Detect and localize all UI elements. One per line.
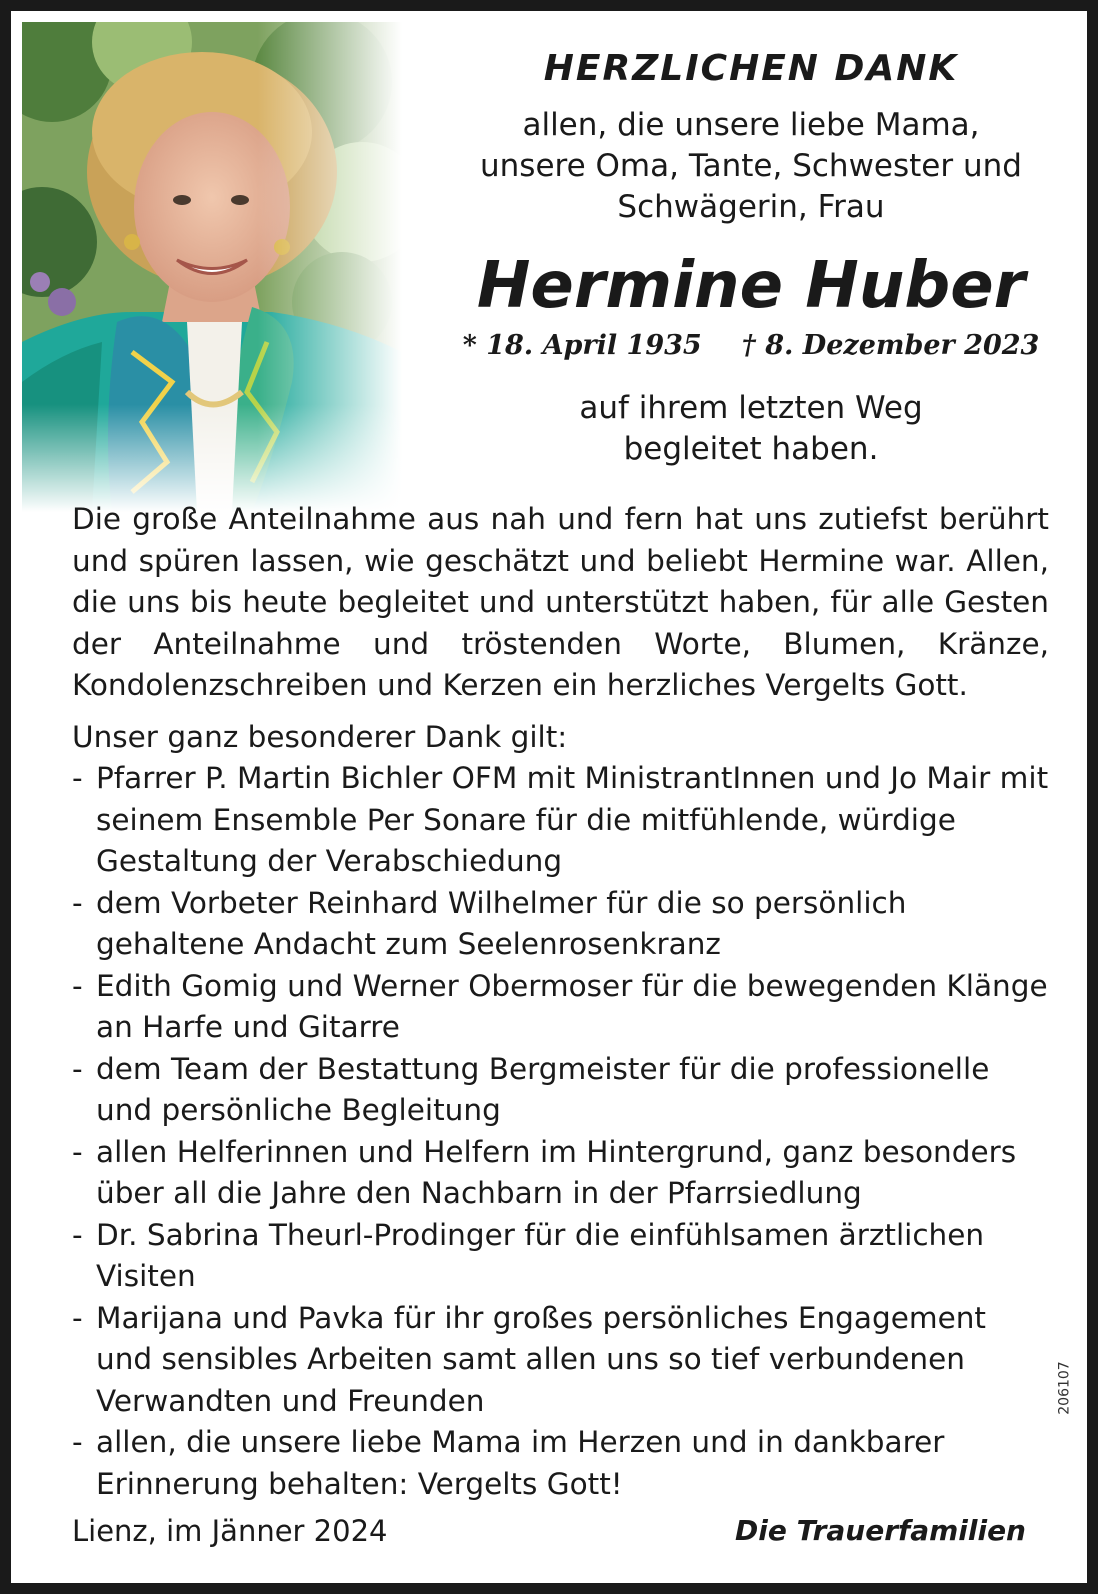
list-dash: - (72, 968, 83, 1003)
outro-line: auf ihrem letzten Weg (579, 390, 923, 426)
intro-line: allen, die unsere liebe Mama, (522, 107, 980, 143)
list-item-text: allen Helferinnen und Helfern im Hintergrund, ganz besonders über all die Jahre den Nachbarn in der Pfarrsiedlung (96, 1134, 1017, 1210)
list-item-text: Dr. Sabrina Theurl-Prodinger für die einfühlsamen ärztlichen Visiten (96, 1217, 985, 1293)
list-dash: - (72, 1425, 83, 1459)
list-item (72, 1049, 1049, 1132)
outro-line: begleitet haben. (623, 431, 879, 467)
notice-title: HERZLICHEN DANK (543, 48, 959, 89)
life-dates (451, 328, 1051, 364)
signature: Die Trauerfamilien (734, 1514, 1026, 1547)
list-item (72, 1215, 1049, 1298)
gratitude-paragraph: Die große Anteilnahme aus nah und fern hat uns zutiefst berührt und spüren lassen, wie geschätzt und beliebt Hermine war. Allen, die uns bis heute begleitet und unterstützt haben, für alle Gesten der Anteilnahme und tröstenden Worte, Blumen, Kränze, Kondolenzschreiben und Kerzen ein herzliches Vergelts Gott. (72, 502, 1049, 702)
list-item-text: allen, die unsere liebe Mama im Herzen und in dankbarer Erinnerung behalten: Vergelts Gott! (96, 1425, 945, 1501)
list-dash: - (72, 885, 83, 920)
thanks-heading: Unser ganz besonderer Dank gilt: (72, 719, 568, 754)
list-item (72, 1422, 1049, 1505)
reference-number (1058, 1360, 1076, 1420)
list-item-text: dem Team der Bestattung Bergmeister für die professionelle und persönliche Begleitung (96, 1051, 990, 1127)
list-dash: - (72, 1217, 83, 1252)
list-dash: - (72, 1134, 83, 1169)
thanks-list (72, 758, 1049, 1505)
list-item (72, 883, 1049, 966)
list-item-text: Edith Gomig und Werner Obermoser für die bewegenden Klänge an Harfe und Gitarre (96, 968, 1048, 1044)
intro-text (451, 105, 1051, 228)
list-dash: - (72, 1300, 83, 1335)
reference-number-text: 206107 (1056, 1361, 1073, 1415)
portrait-illustration (22, 22, 402, 512)
list-dash: - (72, 761, 83, 795)
outro-text (451, 388, 1051, 470)
portrait-photo (22, 22, 402, 512)
list-item (72, 966, 1049, 1049)
list-item (72, 1298, 1049, 1423)
intro-line: Schwägerin, Frau (617, 189, 885, 225)
notice-body (72, 499, 1049, 1505)
list-item (72, 1132, 1049, 1215)
notice-header (451, 45, 1051, 470)
list-dash: - (72, 1051, 83, 1086)
list-item-text: Pfarrer P. Martin Bichler OFM mit MinistrantInnen und Jo Mair mit seinem Ensemble Per Sonare für die mitfühlende, würdige Gestaltung der Verabschiedung (96, 761, 1049, 878)
intro-line: unsere Oma, Tante, Schwester und (480, 148, 1022, 184)
death-date: † 8. Dezember 2023 (741, 330, 1040, 361)
deceased-name: Hermine Huber (476, 249, 1026, 323)
place-date: Lienz, im Jänner 2024 (72, 1514, 388, 1548)
list-item-text: Marijana und Pavka für ihr großes persönliches Engagement und sensibles Arbeiten samt allen uns so tief verbundenen Verwandten und Freunden (96, 1300, 986, 1418)
birth-date: * 18. April 1935 (462, 330, 702, 361)
list-item (72, 758, 1049, 883)
list-item-text: dem Vorbeter Reinhard Wilhelmer für die so persönlich gehaltene Andacht zum Seelenrosenkranz (96, 885, 907, 961)
